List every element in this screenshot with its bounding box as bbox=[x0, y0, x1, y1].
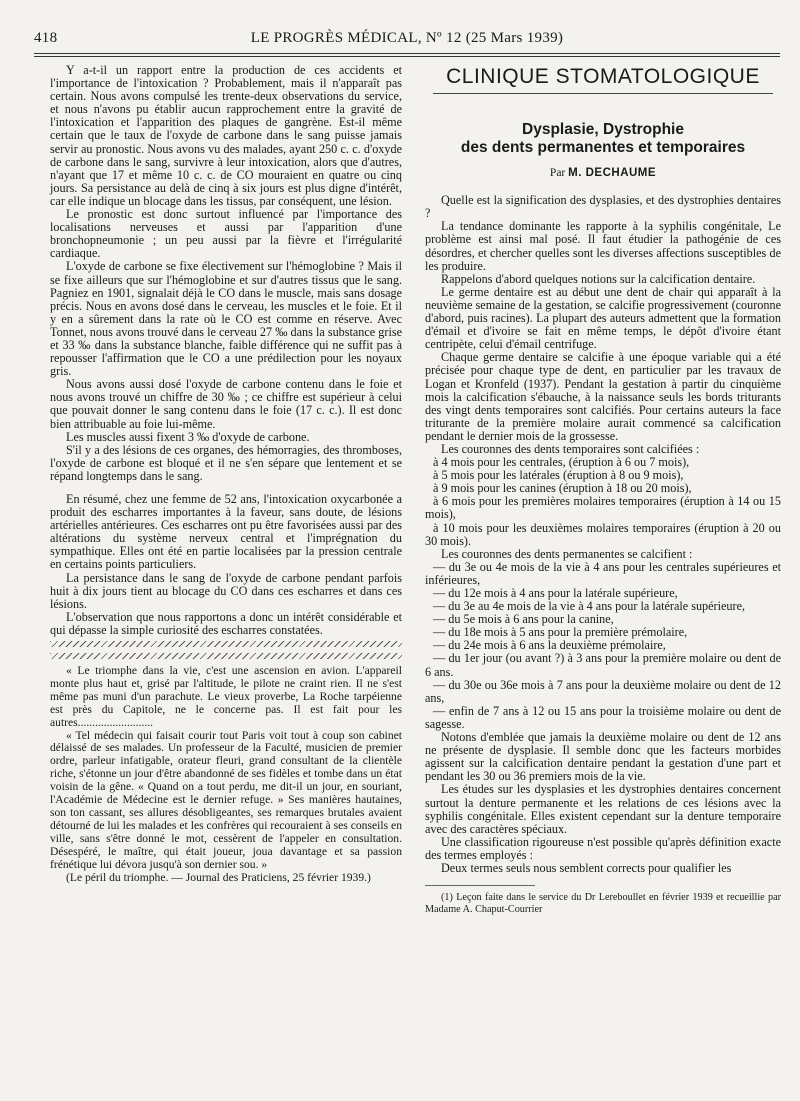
paragraph: La tendance dominante les rapporte à la syphilis congénitale, Le problème est ainsi mal posé. Il faut étudier la pathogénie de ces désordres, et chercher quelles sont les diverses affections susceptibles de les produire. bbox=[425, 219, 781, 273]
article-title: Dysplasie, Dystrophie des dents permanentes et temporaires bbox=[460, 121, 746, 157]
paragraph: S'il y a des lésions de ces organes, des hémorragies, des thromboses, l'oxyde de carbone est bloqué et il ne s'en sépare que lentement et se répand longtemps dans le sang. bbox=[50, 442, 402, 483]
right-column bbox=[425, 64, 781, 916]
paragraph: Notons d'emblée que jamais la deuxième molaire ou dent de 12 ans ne présente de dysplasie. Il semble donc que les facteurs morbides agissent sur la calcification dentaire pendant la gestation d'une part et pendant les 30 ou 36 premiers mois de la vie. bbox=[425, 730, 781, 784]
header-rule-double bbox=[34, 56, 780, 57]
paragraph: Quelle est la signification des dysplasies, et des dystrophies dentaires ? bbox=[425, 193, 781, 221]
list-item: à 10 mois pour les deuxièmes molaires temporaires (éruption à 20 ou 30 mois). bbox=[425, 520, 781, 548]
paragraph: L'oxyde de carbone se fixe électivement sur l'hémoglobine ? Mais il se fixe ailleurs que sur l'hémoglobine et sur d'autres tissus que le sang. Pagniez en 1901, signalait déjà le CO dans le muscle, mais sans dosage précis. Nous en avons dosé dans le cerveau, les muscles et le foie. Et il y en a sûrement dans la rate où le CO est comme en réserve. Avec Tonnet, nous avons trouvé dans le cerveau 27 ‰ dans la substance grise et 33 ‰ dans la substance blanche, faible différence qui ne suffit pas à repousser l'affirmation que le CO a une prédilection pour les noyaux gris. bbox=[50, 259, 402, 379]
separator-rule bbox=[50, 641, 402, 647]
paragraph: En résumé, chez une femme de 52 ans, l'intoxication oxycarbonée a produit des escharres importantes à la faveur, sans doute, de lésions artérielles antérieures. Ces escharres ont pu être favorisées aussi par des altérations du système nerveux central et l'imprégnation du sympathique. Elles ont été en partie localisées par la pression centrale en certains points particuliers. bbox=[50, 492, 402, 572]
temporary-teeth-list bbox=[425, 456, 781, 548]
paragraph: Rappelons d'abord quelques notions sur la calcification dentaire. bbox=[441, 271, 756, 286]
list-item: — du 3e ou 4e mois de la vie à 4 ans pour les centrales supérieures et inférieures, bbox=[425, 559, 781, 587]
paragraph: « Tel médecin qui faisait courir tout Paris voit tout à coup son cabinet délaissé de ses malades. Un professeur de la Faculté, musicien de premier ordre, parleur infatigable, orateur fleuri, grand consultant de la clientèle riche, s'étonne un jour d'être abandonné de ses fidèles et tombe dans un état voisin de la gêne. « Quand on a tout perdu, me dit-il un jour, en souriant, l'Académie de Médecine est le dernier refuge. » Ses manières hautaines, son ton cassant, ses allures désobligeantes, ses remarques brutales avaient détourné de lui les malades et les confrères qui recouraient à ses conseils en ville, sans s'être donné le mot, cessèrent de l'appeler en consultation. Désespéré, le maître, qui était joueur, joua davantage et sa passion frénétique lui dévora jusqu'à son dernier sou. » bbox=[50, 728, 402, 871]
paragraph: Les couronnes des dents permanentes se calcifient : bbox=[441, 546, 693, 561]
running-header bbox=[34, 30, 780, 52]
footnote-rule bbox=[425, 885, 535, 886]
section-rubric: CLINIQUE STOMATOLOGIQUE bbox=[446, 65, 760, 88]
paragraph: Une classification rigoureuse n'est possible qu'après définition exacte des termes employés : bbox=[425, 834, 781, 862]
list-item: — du 12e mois à 4 ans pour la latérale supérieure, bbox=[433, 586, 678, 600]
list-item: — du 18e mois à 5 ans pour la première prémolaire, bbox=[433, 625, 688, 640]
list-item: à 6 mois pour les premières molaires temporaires (éruption à 14 ou 15 mois), bbox=[425, 494, 781, 522]
list-item: — du 30e ou 36e mois à 7 ans pour la deuxième molaire ou dent de 12 ans, bbox=[425, 677, 781, 705]
paragraph: Nous avons aussi dosé l'oxyde de carbone contenu dans le foie et nous avons trouvé un chiffre de 30 ‰ ; ce chiffre est supérieur à celui que pouvait donner le sang contenu dans le foie (17 c. c.). Il est donc bien attribuable au foie lui-même. bbox=[50, 377, 402, 431]
page-number: 418 bbox=[34, 30, 58, 46]
list-item: — du 24e mois à 6 ans la deuxième prémolaire, bbox=[433, 638, 666, 653]
separator-rule bbox=[50, 653, 402, 659]
list-item: à 9 mois pour les canines (éruption à 18 ou 20 mois), bbox=[433, 481, 692, 496]
left-column bbox=[50, 64, 402, 884]
paragraph: La persistance dans le sang de l'oxyde de carbone pendant parfois huit à dix jours tient au blocage du CO dans ces escharres et dans ces lésions. bbox=[50, 570, 402, 611]
list-item: — du 1er jour (ou avant ?) à 3 ans pour la première molaire ou dent de 6 ans. bbox=[425, 651, 781, 679]
paragraph: Le pronostic est donc surtout influencé par l'importance des localisations nerveuses et aussi par l'apparition d'une bronchopneumonie ; un peu aussi par la fièvre et l'irrégularité cardiaque. bbox=[50, 207, 402, 261]
list-item: à 4 mois pour les centrales, (éruption à 6 ou 7 mois), bbox=[433, 455, 690, 470]
paragraph: Les muscles aussi fixent 3 ‰ d'oxyde de carbone. bbox=[66, 429, 310, 444]
paragraph: Les études sur les dysplasies et les dystrophies dentaires concernent surtout la denture permanente et les relations de ces lésions avec la syphilis congénitale. Elles existent cependant sur la denture temporaire avec des caractères spéciaux. bbox=[425, 782, 781, 836]
rubric-rule bbox=[433, 93, 773, 94]
footnote: (1) Leçon faite dans le service du Dr Lereboullet en février 1939 et recueillie par Madame A. Chaput-Courrier bbox=[425, 892, 781, 916]
list-item: — du 3e au 4e mois de la vie à 4 ans pour la latérale supérieure, bbox=[433, 599, 746, 614]
header-rule bbox=[34, 53, 780, 54]
list-item: à 5 mois pour les latérales (éruption à 8 ou 9 mois), bbox=[433, 468, 684, 483]
paragraph: Deux termes seuls nous semblent corrects pour qualifier les bbox=[441, 860, 732, 875]
paragraph: Le germe dentaire est au début une dent de chair qui apparaît à la neuvième semaine de la gestation, se calcifie progressivement (couronne d'abord, puis racines). La plupart des auteurs admettent que la formation d'émail et d'ivoire se fait en même temps, le dépôt d'ivoire étant centripète, celui d'émail centrifuge. bbox=[425, 284, 781, 352]
list-item: — enfin de 7 ans à 12 ou 15 ans pour la troisième molaire ou dent de sagesse. bbox=[425, 703, 781, 731]
byline: Par M. DECHAUME bbox=[549, 167, 657, 180]
paragraph: L'observation que nous rapportons a donc un intérêt considérable et qui dépasse la simple curiosité des escharres constatées. bbox=[50, 609, 402, 637]
paragraph: Y a-t-il un rapport entre la production de ces accidents et l'importance de l'intoxication ? Probablement, mais il n'apparaît pas certain. Nous avons compulsé les trente-deux observations du service, et nous n'avons pu établir aucun rapprochement entre la gravité de l'intoxication et l'apparition des plaques de gangrène. Est-il même certain que le taux de l'oxyde de carbone dans le sang puisse jamais servir au pronostic. Nous avons vu des malades, ayant 250 c. c. d'oxyde de carbone dans le sang, survivre à leur intoxication, alors que d'autres, n'ayant que 17 et même 10 c. c. de CO mouraient en quatre ou cinq jours. Sa persistance au delà de cinq à six jours est plus digne d'intérêt, car elle indique un blocage dans les tissus, par conséquent, une lésion. bbox=[50, 63, 402, 208]
paragraph: Chaque germe dentaire se calcifie à une époque variable qui a été précisée pour chaque type de dent, en particulier par les travaux de Logan et Kronfeld (1937). Pendant la gestation à partir du cinquième mois la calcification s'ébauche, à la naissance seuls les bords triturants des vingt dents temporaires sont calcifiés. Pour certains auteurs la face triturante de la première molaire aurait commencé sa calcification pendant le dernier mois de la grossesse. bbox=[425, 350, 781, 443]
list-item: — du 5e mois à 6 ans pour la canine, bbox=[433, 612, 614, 627]
paragraph: (Le péril du triomphe. — Journal des Praticiens, 25 février 1939.) bbox=[66, 870, 371, 884]
permanent-teeth-list bbox=[425, 561, 781, 731]
quoted-excerpt bbox=[50, 665, 402, 884]
paragraph: « Le triomphe dans la vie, c'est une ascension en avion. L'appareil monte plus haut et, grisé par l'altitude, le pilote ne craint rien. Il ne s'est même pas muni d'un parachute. Le vieux proverbe, La Roche tarpéienne est près du Capitole, ne le concerne pas. Il est fait pour les autres.......................... bbox=[50, 664, 402, 729]
journal-title: LE PROGRÈS MÉDICAL, Nº 12 (25 Mars 1939) bbox=[250, 30, 564, 46]
paragraph: Les couronnes des dents temporaires sont calcifiées : bbox=[441, 441, 700, 456]
